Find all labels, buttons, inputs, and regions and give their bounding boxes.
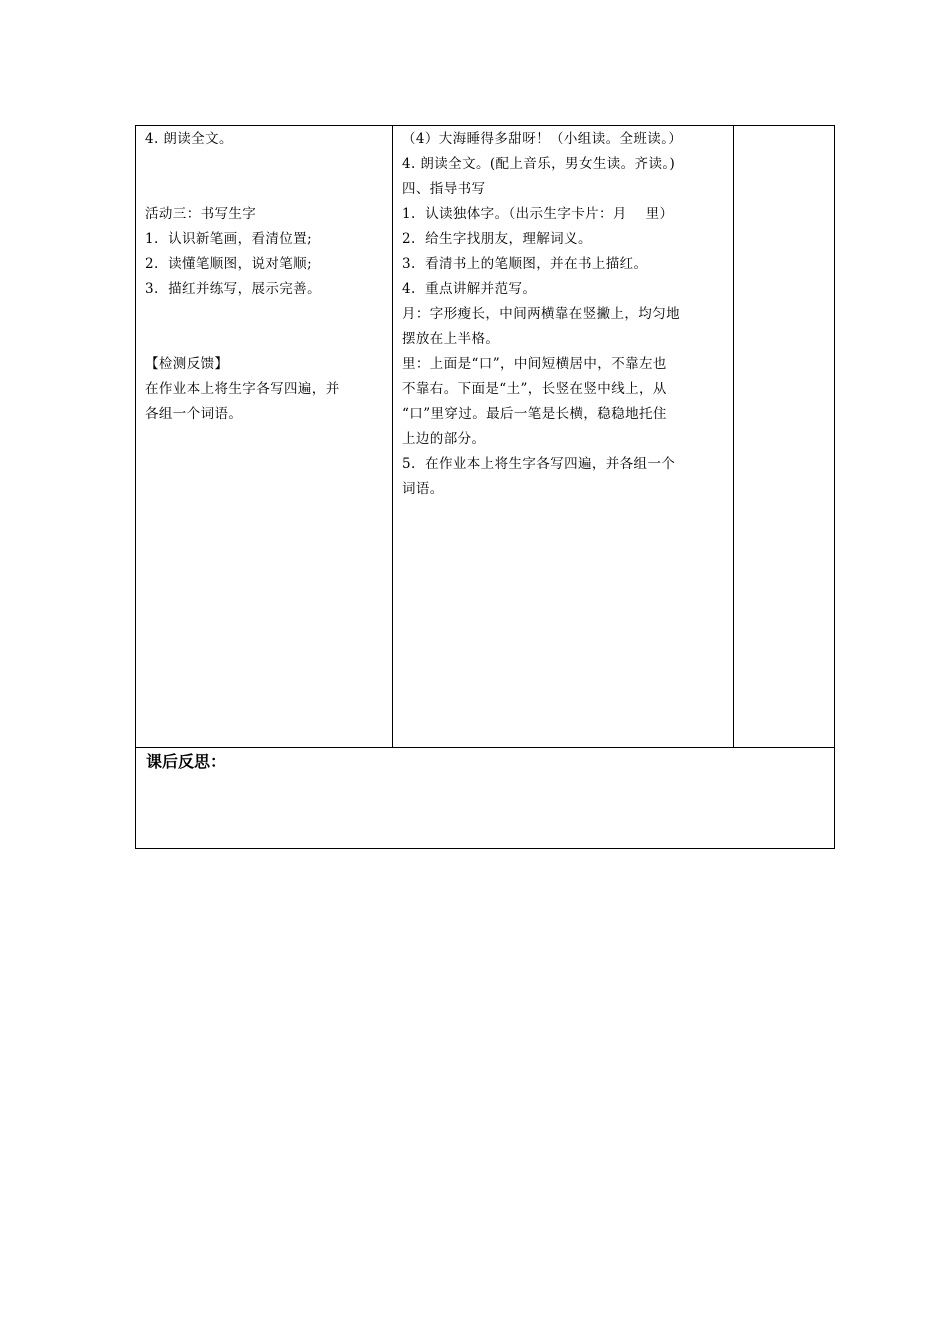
text-line: “口”里穿过。最后一笔是长横，稳稳地托住	[402, 406, 667, 422]
text-line: 5. 在作业本上将生字各写四遍，并各组一个	[402, 456, 676, 472]
text-line: 4. 朗读全文。	[145, 131, 233, 147]
notes-cell	[734, 126, 835, 748]
text-line: 4. 朗读全文。(配上音乐，男女生读。齐读。)	[402, 156, 676, 172]
lesson-content-row	[136, 126, 835, 748]
text-line: 词语。	[402, 481, 444, 497]
text-line	[145, 327, 384, 352]
text-line: 各组一个词语。	[145, 406, 243, 422]
text-line: 2. 给生字找朋友，理解词义。	[402, 231, 592, 247]
text-line: 里：上面是“口”，中间短横居中，不靠左也	[402, 356, 667, 372]
teacher-activity-text	[393, 126, 733, 502]
text-line	[145, 302, 384, 327]
text-line	[145, 152, 384, 177]
text-line: 3. 看清书上的笔顺图，并在书上描红。	[402, 256, 648, 272]
reflection-title: 课后反思：	[146, 752, 227, 771]
teacher-activity-cell	[393, 126, 734, 748]
text-line: 2. 读懂笔顺图，说对笔顺;	[145, 256, 313, 272]
text-line	[145, 177, 384, 202]
reflection-cell	[136, 748, 835, 849]
text-line: 上边的部分。	[402, 431, 486, 447]
text-line: 3. 描红并练写，展示完善。	[145, 281, 321, 297]
reflection-row	[136, 748, 835, 849]
text-line: 在作业本上将生字各写四遍，并	[145, 381, 340, 397]
student-activity-cell	[136, 126, 393, 748]
text-line: 月：字形瘦长，中间两横靠在竖撇上，均匀地	[402, 306, 680, 322]
text-line: 【检测反馈】	[145, 356, 229, 372]
text-line: 不靠右。下面是“土”，长竖在竖中线上，从	[402, 381, 667, 397]
text-line: 活动三：书写生字	[145, 206, 257, 222]
text-line: 4. 重点讲解并范写。	[402, 281, 537, 297]
text-line: 1. 认识新笔画，看清位置;	[145, 231, 313, 247]
text-line: （4）大海睡得多甜呀！（小组读。全班读。）	[402, 131, 683, 147]
student-activity-text	[136, 126, 392, 427]
lesson-plan-table	[135, 125, 835, 849]
text-line: 摆放在上半格。	[402, 331, 500, 347]
text-line: 1. 认读独体字。（出示生字卡片：月 里）	[402, 206, 674, 222]
text-line: 四、指导书写	[402, 181, 486, 197]
